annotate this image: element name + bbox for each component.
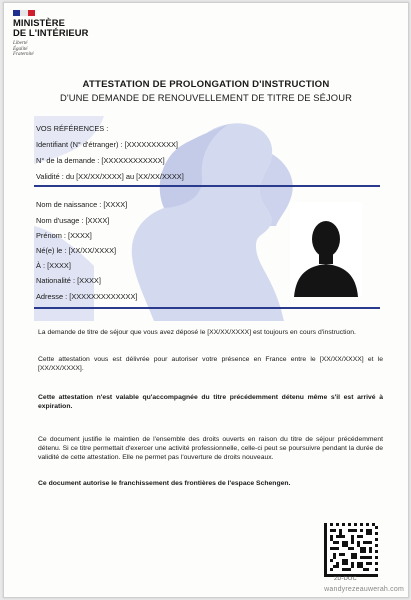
ministry-name-line2: DE L'INTÉRIEUR bbox=[13, 27, 89, 38]
id-photo-placeholder bbox=[290, 202, 362, 297]
ministry-logo bbox=[13, 10, 103, 58]
source-watermark: wandyrezeauwerah.com bbox=[324, 586, 404, 593]
french-flag-icon bbox=[13, 10, 35, 16]
motto-egalite: Égalité bbox=[13, 46, 28, 52]
document-subtitle: D'UNE DEMANDE DE RENOUVELLEMENT DE TITRE DE SÉJOUR bbox=[60, 92, 352, 103]
attestation-document bbox=[3, 2, 409, 598]
paragraph-instruction-status: La demande de titre de séjour que vous avez déposé le [XX/XX/XXXX] est toujours en cours d'instruction. bbox=[38, 329, 356, 336]
birth-name: Nom de naissance : [XXXX] bbox=[36, 200, 128, 209]
paragraph-schengen: Ce document autorise le franchissement des frontières de l'espace Schengen. bbox=[38, 480, 291, 487]
foreigner-id: Identifiant (N° d'étranger) : [XXXXXXXXXX] bbox=[36, 140, 178, 149]
first-name: Prénom : [XXXX] bbox=[36, 231, 92, 240]
paragraph-rights-maintained: Ce document justifie le maintien de l'ensemble des droits ouverts en raison du titre de séjour précédemment détenu. Si ce titre permettait d'exercer une activité professionnelle, celle-ci peut se poursuivre pendant la durée de validité de cette attestation. Elle ne permet pas l'ouverture de droits nouveaux. bbox=[38, 436, 383, 461]
person-silhouette-icon bbox=[290, 202, 362, 297]
paragraph-authorization-period: Cette attestation vous est délivrée pour autoriser votre présence en France entre le [XX/XX/XXXX] et le [XX/XX/XXXX]. bbox=[38, 356, 383, 372]
section-divider-top bbox=[34, 185, 380, 187]
republic-motto bbox=[13, 41, 103, 58]
motto-fraternite: Fraternité bbox=[13, 52, 34, 57]
paragraph-validity-condition: Cette attestation n'est valable qu'accompagnée du titre précédemment détenu même s'il est arrivé à expiration. bbox=[38, 394, 383, 410]
birth-place: À : [XXXX] bbox=[36, 261, 71, 270]
nationality: Nationalité : [XXXX] bbox=[36, 276, 101, 285]
validity-period: Validité : du [XX/XX/XXXX] au [XX/XX/XXXX] bbox=[36, 172, 184, 181]
document-title: ATTESTATION DE PROLONGATION D'INSTRUCTION bbox=[82, 79, 330, 90]
qr-code-2d-doc bbox=[324, 523, 378, 577]
usage-name: Nom d'usage : [XXXX] bbox=[36, 216, 110, 225]
qr-code-label: 2D-DOC bbox=[334, 576, 357, 582]
references-heading: VOS RÉFÉRENCES : bbox=[36, 124, 109, 133]
request-number: N° de la demande : [XXXXXXXXXXXX] bbox=[36, 156, 165, 165]
birth-date: Né(e) le : [XX/XX/XXXX] bbox=[36, 246, 117, 255]
ministry-name-line1: MINISTÈRE bbox=[13, 17, 65, 28]
section-divider-bottom bbox=[34, 307, 380, 309]
address: Adresse : [XXXXXXXXXXXXX] bbox=[36, 292, 138, 301]
motto-liberte: Liberté bbox=[13, 41, 28, 46]
